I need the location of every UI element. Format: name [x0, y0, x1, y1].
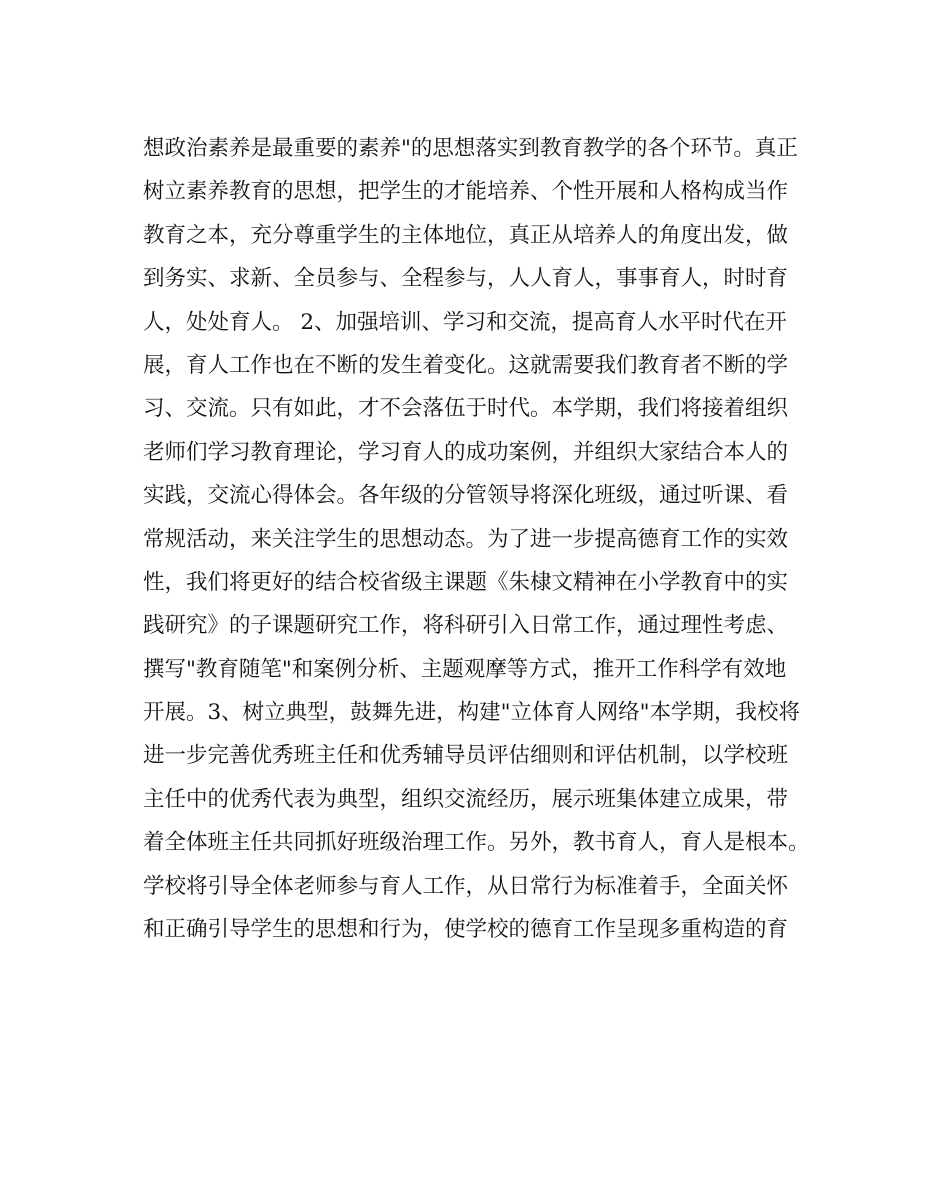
- text-line: 老师们学习教育理论，学习育人的成功案例，并组织大家结合本人的: [143, 439, 789, 465]
- text-line: 习、交流。只有如此，才不会落伍于时代。本学期，我们将接着组织: [143, 396, 789, 422]
- text-line: 实践，交流心得体会。各年级的分管领导将深化班级，通过听课、看: [143, 483, 789, 509]
- text-line: 教育之本，充分尊重学生的主体地位，真正从培养人的角度出发，做: [143, 222, 789, 248]
- text-line: 人，处处育人。 2、加强培训、学习和交流，提高育人水平时代在开: [143, 309, 788, 335]
- text-line: 学校将引导全体老师参与育人工作，从日常行为标准着手，全面关怀: [143, 873, 789, 899]
- text-line: 开展。3、树立典型，鼓舞先进，构建"立体育人网络"本学期，我校将: [143, 700, 800, 726]
- text-line: 主任中的优秀代表为典型，组织交流经历，展示班集体建立成果，带: [143, 786, 789, 812]
- text-line: 到务实、求新、全员参与、全程参与，人人育人，事事育人，时时育: [143, 266, 789, 292]
- text-line: 常规活动，来关注学生的思想动态。为了进一步提高德育工作的实效: [143, 526, 789, 552]
- text-line: 展，育人工作也在不断的发生着变化。这就需要我们教育者不断的学: [143, 352, 789, 378]
- body-text: [143, 127, 843, 951]
- text-line: 践研究》的子课题研究工作，将科研引入日常工作，通过理性考虑、: [143, 613, 789, 639]
- text-line: 进一步完善优秀班主任和优秀辅导员评估细则和评估机制，以学校班: [143, 743, 789, 769]
- text-line: 树立素养教育的思想，把学生的才能培养、个性开展和人格构成当作: [143, 179, 789, 205]
- text-line: 撰写"教育随笔"和案例分析、主题观摩等方式，推开工作科学有效地: [143, 656, 787, 682]
- text-line: 性，我们将更好的结合校省级主课题《朱棣文精神在小学教育中的实: [143, 569, 789, 595]
- text-line: 和正确引导学生的思想和行为，使学校的德育工作呈现多重构造的育: [143, 917, 789, 943]
- text-line: 想政治素养是最重要的素养"的思想落实到教育教学的各个环节。真正: [143, 136, 798, 161]
- text-line: 着全体班主任共同抓好班级治理工作。另外，教书育人，育人是根本。: [143, 830, 810, 856]
